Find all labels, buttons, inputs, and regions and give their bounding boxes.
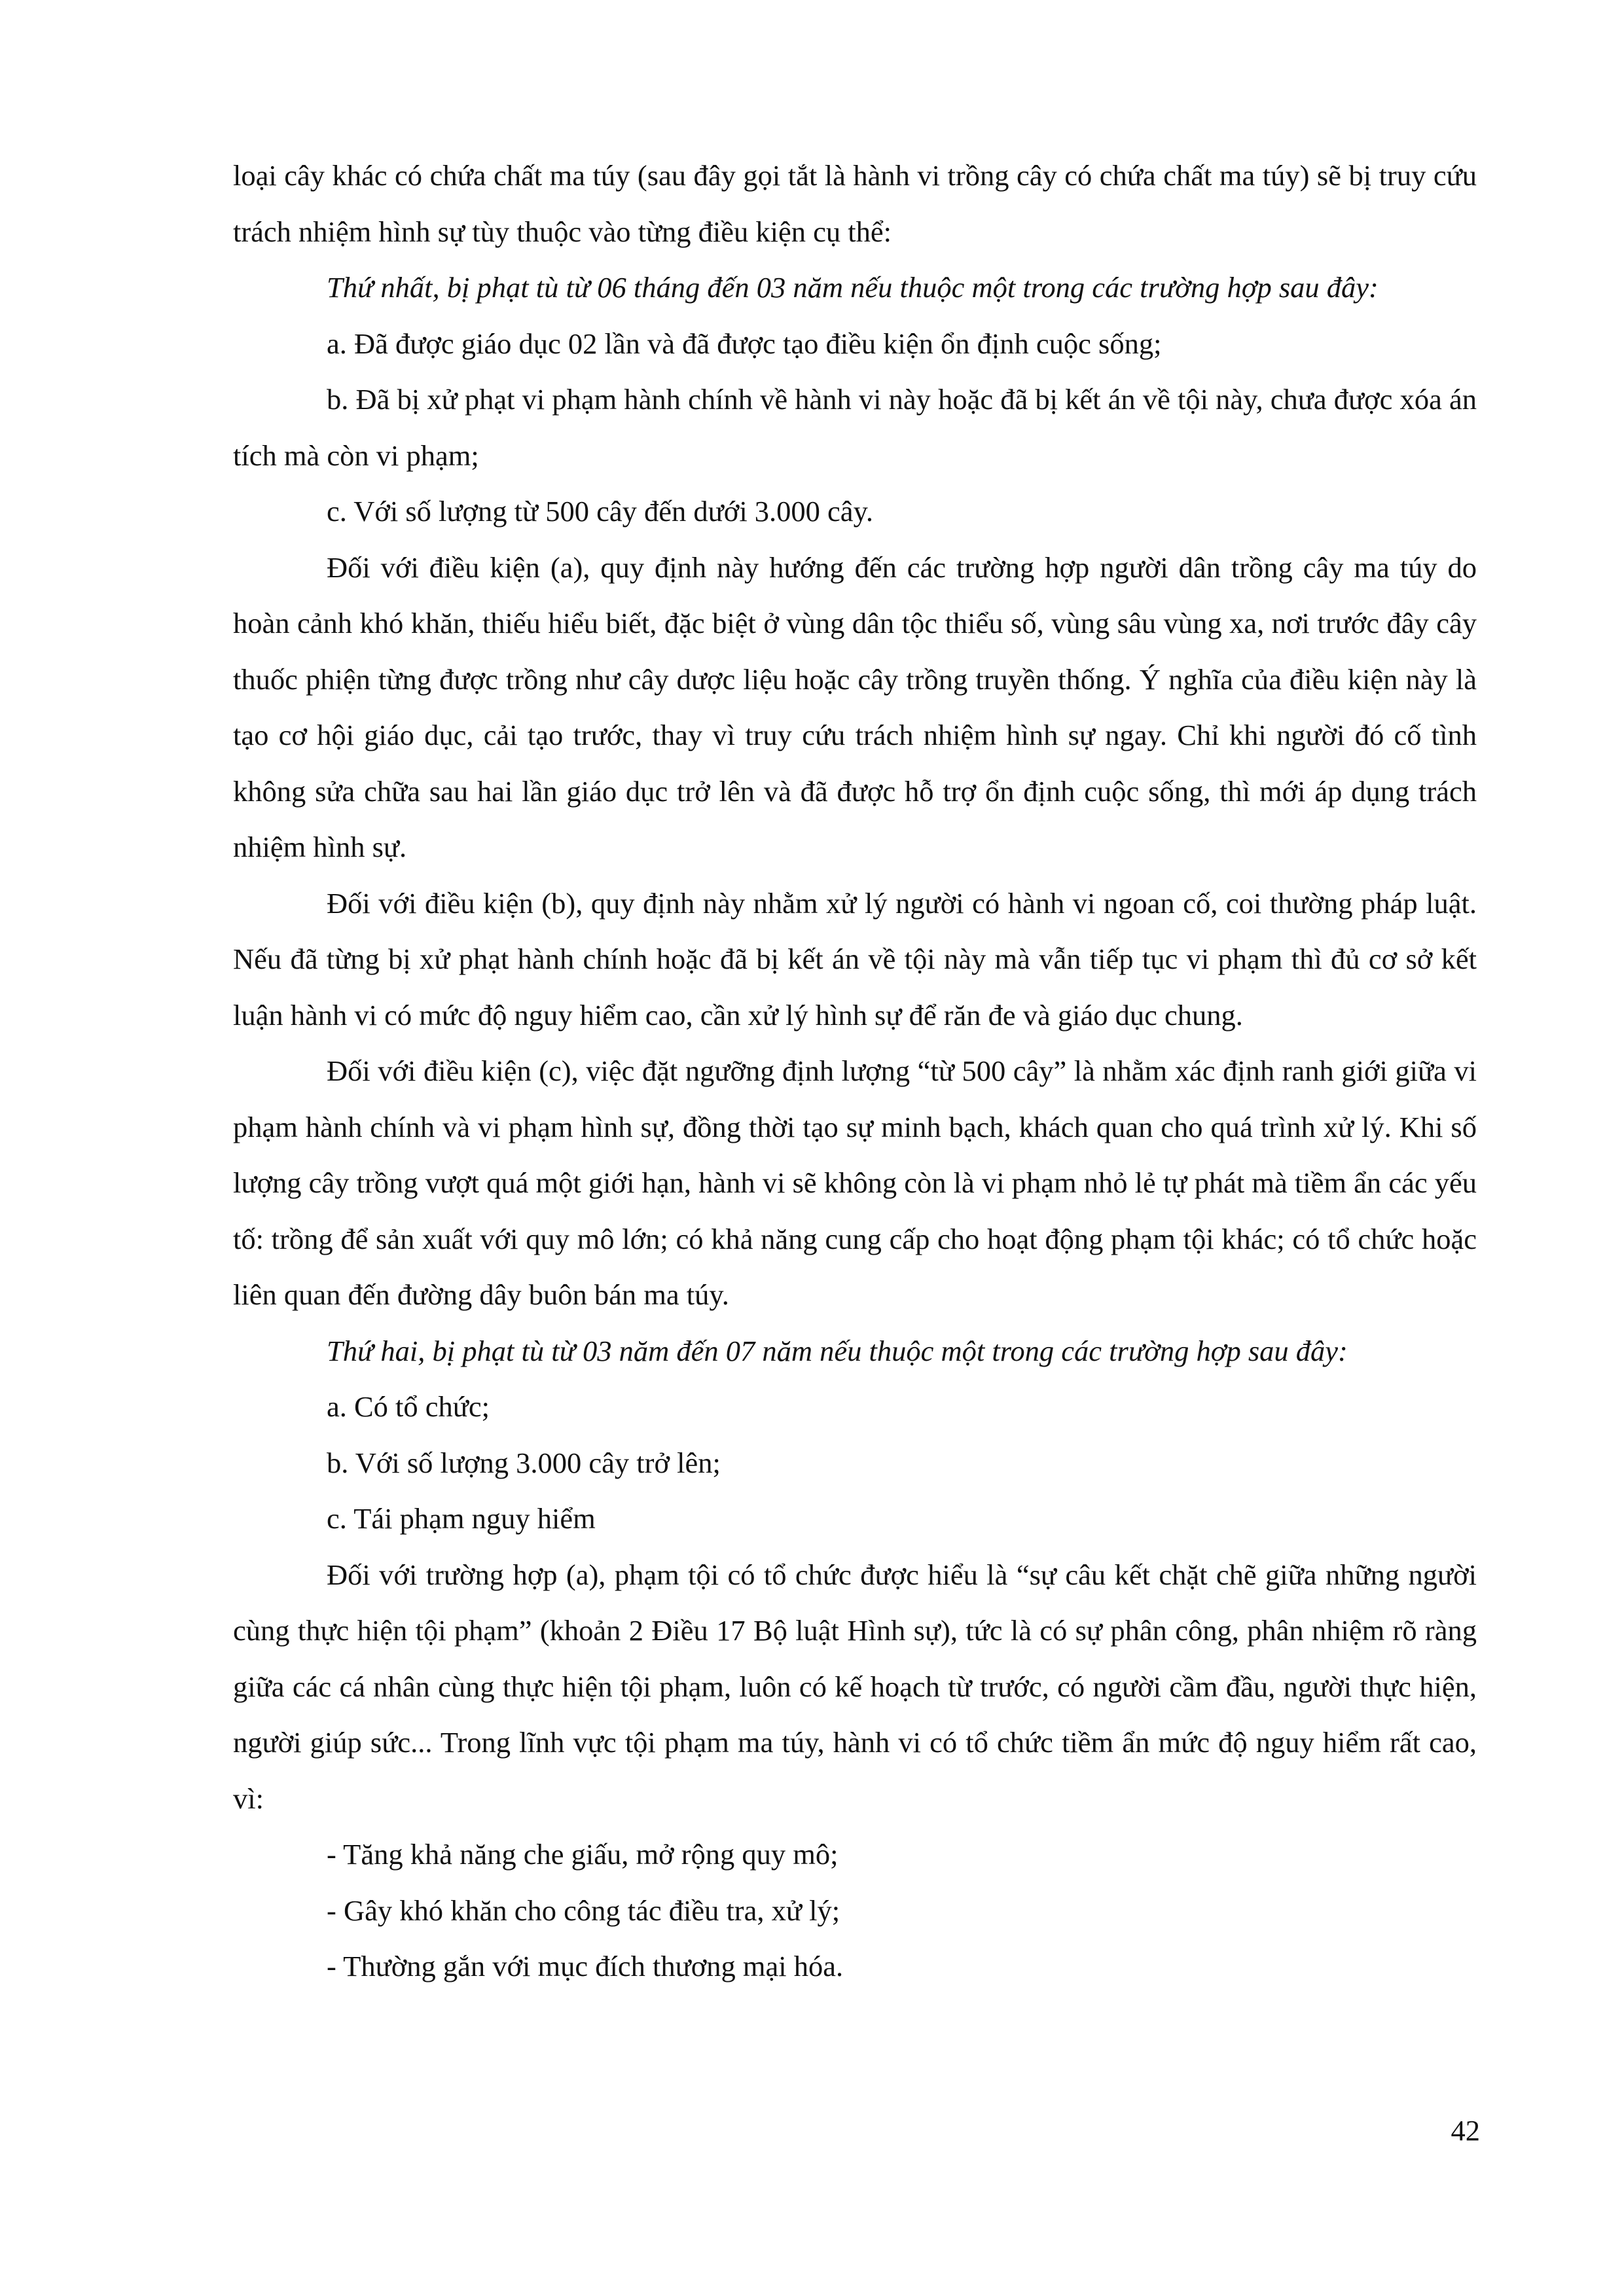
list-item-b: b. Đã bị xử phạt vi phạm hành chính về hành vi này hoặc đã bị kết án về tội này, chưa được xóa án tích mà còn vi phạm; xyxy=(233,383,1477,472)
heading-second-penalty: Thứ hai, bị phạt tù từ 03 năm đến 07 năm nếu thuộc một trong các trường hợp sau đây: xyxy=(327,1334,1348,1367)
paragraph-condition-c: Đối với điều kiện (c), việc đặt ngưỡng định lượng “từ 500 cây” là nhằm xác định ranh giới giữa vi phạm hành chính và vi phạm hình sự, đồng thời tạo sự minh bạch, khách quan cho quá trình xử lý. Khi số lượng cây trồng vượt quá một giới hạn, hành vi sẽ không còn là vi phạm nhỏ lẻ tự phát mà tiềm ẩn các yếu tố: trồng để sản xuất với quy mô lớn; có khả năng cung cấp cho hoạt động phạm tội khác; có tổ chức hoặc liên quan đến đường dây buôn bán ma túy. xyxy=(233,1054,1477,1311)
list-item-b-2: b. Với số lượng 3.000 cây trở lên; xyxy=(327,1446,721,1479)
bullet-item-3: - Thường gắn với mục đích thương mại hóa. xyxy=(327,1950,844,1982)
list-item-a-2: a. Có tổ chức; xyxy=(327,1390,490,1423)
paragraph-condition-a: Đối với điều kiện (a), quy định này hướng đến các trường hợp người dân trồng cây ma túy do hoàn cảnh khó khăn, thiếu hiểu biết, đặc biệt ở vùng dân tộc thiểu số, vùng sâu vùng xa, nơi trước đây cây thuốc phiện từng được trồng như cây dược liệu hoặc cây trồng truyền thống. Ý nghĩa của điều kiện này là tạo cơ hội giáo dục, cải tạo trước, thay vì truy cứu trách nhiệm hình sự ngay. Chỉ khi người đó cố tình không sửa chữa sau hai lần giáo dục trở lên và đã được hỗ trợ ổn định cuộc sống, thì mới áp dụng trách nhiệm hình sự. xyxy=(233,550,1477,863)
page-number: 42 xyxy=(1451,2114,1480,2147)
paragraph-condition-b: Đối với điều kiện (b), quy định này nhằm xử lý người có hành vi ngoan cố, coi thường pháp luật. Nếu đã từng bị xử phạt hành chính hoặc đã bị kết án về tội này mà vẫn tiếp tục vi phạm thì đủ cơ sở kết luận hành vi có mức độ nguy hiểm cao, cần xử lý hình sự để răn đe và giáo dục chung. xyxy=(233,886,1477,1031)
paragraph-organized-crime: Đối với trường hợp (a), phạm tội có tổ chức được hiểu là “sự câu kết chặt chẽ giữa những người cùng thực hiện tội phạm” (khoản 2 Điều 17 Bộ luật Hình sự), tức là có sự phân công, phân nhiệm rõ ràng giữa các cá nhân cùng thực hiện tội phạm, luôn có kế hoạch từ trước, có người cầm đầu, người thực hiện, người giúp sức... Trong lĩnh vực tội phạm ma túy, hành vi có tổ chức tiềm ẩn mức độ nguy hiểm rất cao, vì: xyxy=(233,1558,1477,1815)
list-item-c: c. Với số lượng từ 500 cây đến dưới 3.000 cây. xyxy=(327,495,874,528)
list-item-c-2: c. Tái phạm nguy hiểm xyxy=(327,1502,596,1535)
paragraph-intro-continuation: loại cây khác có chứa chất ma túy (sau đây gọi tắt là hành vi trồng cây có chứa chất ma túy) sẽ bị truy cứu trách nhiệm hình sự tùy thuộc vào từng điều kiện cụ thể: xyxy=(233,159,1477,248)
bullet-item-2: - Gây khó khăn cho công tác điều tra, xử lý; xyxy=(327,1893,840,1927)
heading-first-penalty: Thứ nhất, bị phạt tù từ 06 tháng đến 03 năm nếu thuộc một trong các trường hợp sau đây: xyxy=(327,271,1379,304)
bullet-item-1: - Tăng khả năng che giấu, mở rộng quy mô; xyxy=(327,1838,839,1871)
body-text xyxy=(233,148,1477,1995)
list-item-a: a. Đã được giáo dục 02 lần và đã được tạo điều kiện ổn định cuộc sống; xyxy=(327,327,1162,360)
